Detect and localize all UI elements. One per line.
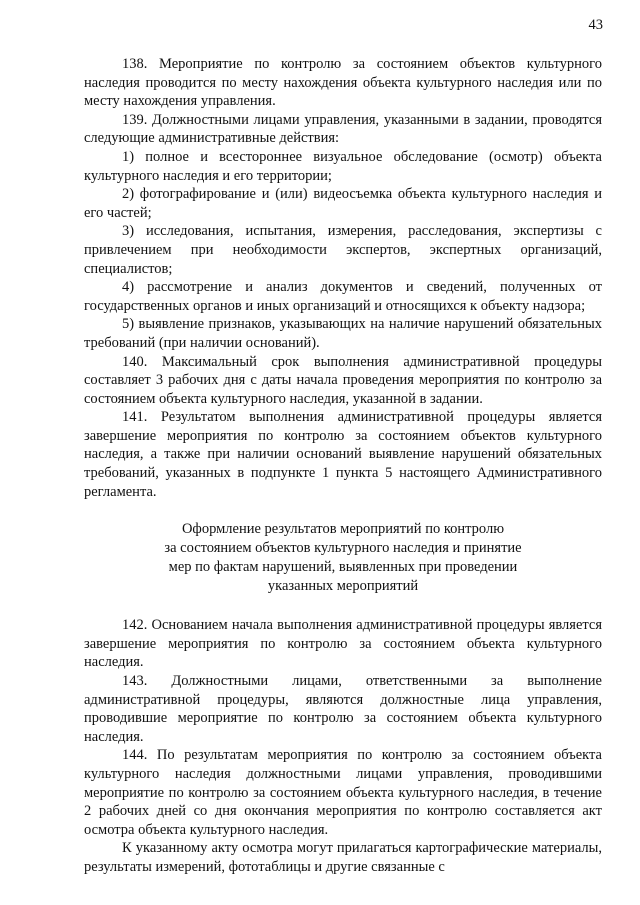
paragraph-144: 144. По результатам мероприятия по контролю за состоянием объекта культурного наследия должностными лицами управления, проводившими мероприятие по контролю за состоянием объекта культурного наследия, в течение 2 рабочих дней со дня окончания мероприятия по контролю составляется акт осмотра объекта культурного наследия. [84,747,602,838]
paragraph-142: 142. Основанием начала выполнения административной процедуры является завершение мероприятия по контролю за состоянием объекта культурного наследия. [84,617,602,671]
section-heading-line-3: мер по фактам нарушений, выявленных при проведении [168,559,518,576]
paragraph-140: 140. Максимальный срок выполнения административной процедуры составляет 3 рабочих дня с даты начала проведения мероприятия по контролю за состоянием объекта культурного наследия, указанной в задании. [84,353,602,407]
paragraph-139: 139. Должностными лицами управления, указанными в задании, проводятся следующие административные действия: [84,111,602,147]
paragraph-141: 141. Результатом выполнения административной процедуры является завершение мероприятия по контролю за состоянием объектов культурного наследия, а также при наличии оснований выявление нарушений обязательных требований, указанных в подпункте 1 пункта 5 настоящего Административного регламента. [84,409,602,500]
section-heading-line-2: за состоянием объектов культурного наследия и принятие [164,540,522,557]
page-number: 43 [588,17,603,33]
document-body [84,55,602,877]
list-item-3: 3) исследования, испытания, измерения, расследования, экспертизы с привлечением при необходимости экспертов, экспертных организаций, специалистов; [84,223,602,277]
section-heading-line-4: указанных мероприятий [267,578,419,595]
paragraph-143: 143. Должностными лицами, ответственными за выполнение административной процедуры, являются должностные лица управления, проводившие мероприятие по контролю за состоянием объекта культурного наследия. [84,673,602,745]
list-item-4: 4) рассмотрение и анализ документов и сведений, полученных от государственных органов и иных организаций и относящихся к объекту надзора; [84,279,602,314]
list-item-2: 2) фотографирование и (или) видеосъемка объекта культурного наследия и его частей; [84,186,602,221]
paragraph-attachments: К указанному акту осмотра могут прилагаться картографические материалы, результаты измерений, фототаблицы и другие связанные с [84,840,602,875]
paragraph-138: 138. Мероприятие по контролю за состоянием объектов культурного наследия проводится по месту нахождения объекта культурного наследия или по месту нахождения управления. [84,56,602,110]
list-item-1: 1) полное и всестороннее визуальное обследование (осмотр) объекта культурного наследия и его территории; [84,148,602,184]
section-heading-line-1: Оформление результатов мероприятий по контролю [181,521,505,538]
list-item-5: 5) выявление признаков, указывающих на наличие нарушений обязательных требований (при наличии оснований). [84,316,602,351]
section-heading [84,520,602,596]
